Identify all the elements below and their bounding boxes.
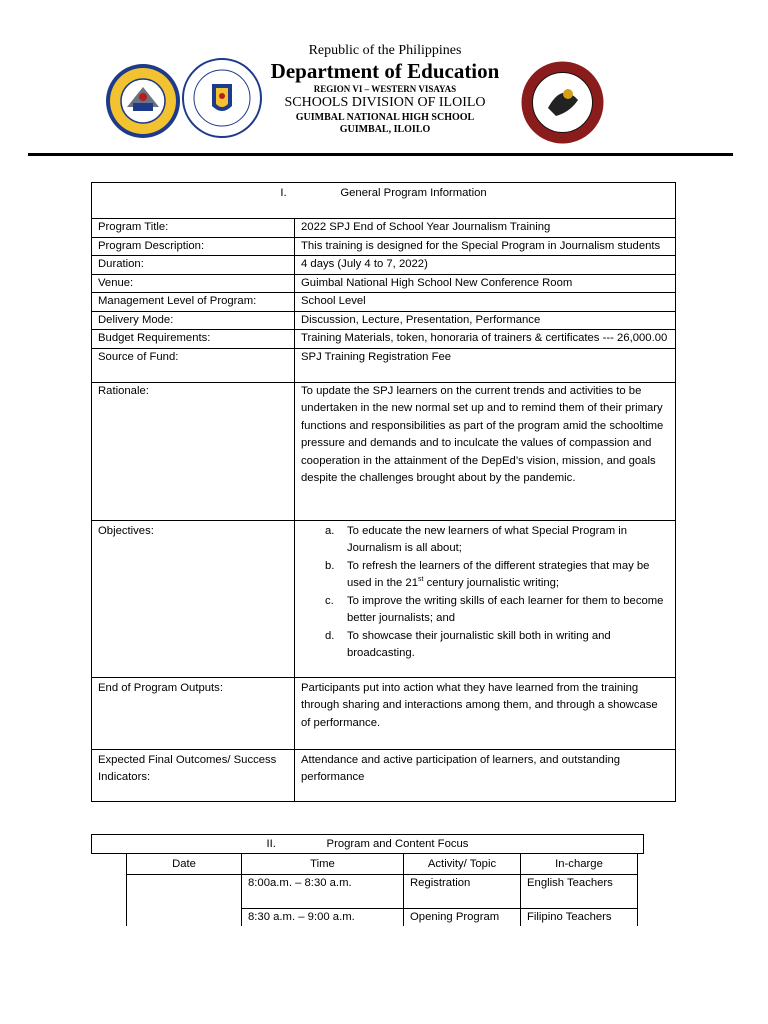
field-label: Source of Fund: (92, 348, 295, 382)
field-label: Management Level of Program: (92, 293, 295, 312)
list-marker: d. (325, 629, 335, 642)
program-title: 2022 SPJ End of School Year Journalism Training (295, 219, 676, 238)
outcomes-text: Attendance and active participation of learners, and outstanding performance (295, 749, 676, 801)
region-line: REGION VI – WESTERN VISAYAS (313, 84, 457, 94)
objective-text: To showcase their journalistic skill both in writing and broadcasting. (347, 629, 611, 659)
section-heading-row (92, 183, 676, 219)
field-label: Duration: (92, 256, 295, 275)
table-row (92, 330, 676, 349)
list-item (301, 628, 669, 663)
program-info (91, 182, 679, 802)
column-header: In-charge (521, 854, 638, 875)
section-heading (91, 834, 644, 854)
table-row (92, 311, 676, 330)
objective-text: To educate the new learners of what Special Program in Journalism is all about; (347, 524, 628, 554)
section-number: I. (280, 187, 287, 199)
table-row (92, 348, 676, 382)
list-marker: c. (325, 594, 334, 607)
program-info-table (91, 182, 676, 802)
list-item (301, 558, 669, 593)
header-divider (28, 153, 733, 156)
rationale-text: To update the SPJ learners on the current trends and activities to be undertaken in the new normal set up and to remind them of their primary functions and responsibilities as part of the program amid the schooltime pressure and demands and to inculcate the values of compassion and cooperation in the attainment of the DepEd’s vision, mission, and goals despite the challenges brought about by the pandemic. (295, 382, 676, 520)
budget-value: Training Materials, token, honoraria of trainers & certificates --- 26,000.00 (295, 330, 676, 349)
duration-value: 4 days (July 4 to 7, 2022) (295, 256, 676, 275)
incharge-cell: English Teachers (521, 875, 638, 909)
field-label: Rationale: (92, 382, 295, 520)
delivery-value: Discussion, Lecture, Presentation, Performance (295, 311, 676, 330)
table-row (92, 256, 676, 275)
column-header: Activity/ Topic (404, 854, 521, 875)
table-row (92, 293, 676, 312)
ordinal-suffix: st (417, 576, 424, 584)
table-row (92, 677, 676, 749)
field-label: Budget Requirements: (92, 330, 295, 349)
time-cell: 8:00a.m. – 8:30 a.m. (242, 875, 404, 909)
date-cell (127, 875, 242, 927)
management-value: School Level (295, 293, 676, 312)
column-header: Time (242, 854, 404, 875)
objective-text: To refresh the learners of the different strategies that may be used in the 21 (347, 559, 650, 589)
school-name: GUIMBAL NATIONAL HIGH SCHOOL (295, 112, 475, 123)
school-seal-icon (105, 63, 181, 139)
activity-cell: Opening Program (404, 909, 521, 927)
objective-text: century journalistic writing; (423, 577, 560, 589)
division-line: SCHOOLS DIVISION OF ILOILO (284, 95, 486, 110)
section-title: Program and Content Focus (326, 838, 469, 850)
field-label: Venue: (92, 274, 295, 293)
section-title: General Program Information (340, 187, 487, 199)
list-item (301, 593, 669, 628)
table-row (92, 382, 676, 520)
republic-line: Republic of the Philippines (308, 43, 462, 58)
section-heading (92, 183, 676, 219)
field-label: Objectives: (92, 520, 295, 677)
section-number: II. (266, 838, 276, 850)
list-marker: a. (325, 524, 335, 537)
table-row (92, 237, 676, 256)
objectives-list (301, 523, 669, 663)
incharge-cell: Filipino Teachers (521, 909, 638, 927)
spj-seal-icon (520, 60, 605, 145)
school-location: GUIMBAL, ILOILO (339, 124, 431, 135)
program-description: This training is designed for the Special Program in Journalism students (295, 237, 676, 256)
field-label: End of Program Outputs: (92, 677, 295, 749)
outputs-text: Participants put into action what they have learned from the training through sharing and interactions among them, and through a showcase of performance. (295, 677, 676, 749)
table-row (92, 274, 676, 293)
table-header-row (127, 854, 638, 875)
objective-text: To improve the writing skills of each learner for them to become better journalists; and (347, 594, 664, 624)
table-row (92, 749, 676, 801)
schedule-table (126, 853, 638, 926)
venue-value: Guimbal National High School New Conference Room (295, 274, 676, 293)
time-cell: 8:30 a.m. – 9:00 a.m. (242, 909, 404, 927)
fund-value: SPJ Training Registration Fee (295, 348, 676, 382)
table-row (92, 520, 676, 677)
field-label: Expected Final Outcomes/ Success Indicators: (92, 749, 295, 801)
field-label: Delivery Mode: (92, 311, 295, 330)
list-marker: b. (325, 559, 335, 572)
list-item (301, 523, 669, 558)
activity-cell: Registration (404, 875, 521, 909)
department-title: Department of Education (270, 59, 500, 83)
objectives-cell (295, 520, 676, 677)
letterhead (0, 0, 768, 160)
table-row (92, 219, 676, 238)
field-label: Program Title: (92, 219, 295, 238)
field-label: Program Description: (92, 237, 295, 256)
column-header: Date (127, 854, 242, 875)
table-row (127, 875, 638, 909)
